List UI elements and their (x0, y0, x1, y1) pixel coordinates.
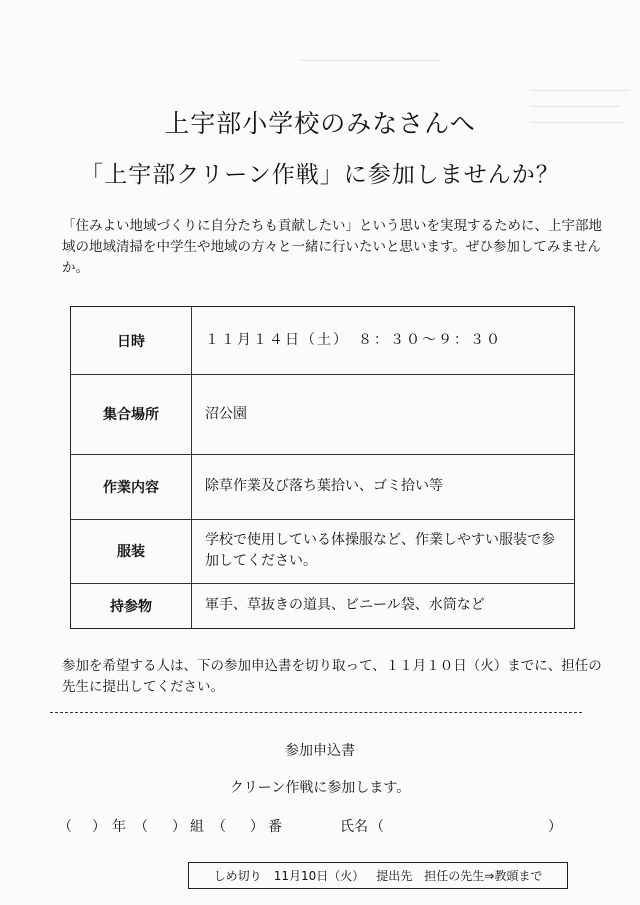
detail-label: 服装 (117, 544, 145, 560)
application-statement: クリーン作戦に参加します。 (229, 780, 411, 796)
detail-value: 沼公園 (205, 405, 247, 422)
class-label: 組 (190, 819, 204, 835)
submission-notice: 参加を希望する人は、下の参加申込書を切り取って、１１月１０日（火）までに、担任の先生に提出してください。 (62, 658, 602, 695)
grade-close-paren: ） (92, 819, 106, 835)
detail-row-belongings (71, 583, 574, 628)
detail-value: 学校で使用している体操服など、作業しやすい服装で参加してください。 (205, 532, 555, 569)
intro-paragraph: 「住みよい地域づくりに自分たちも貢献したい」という思いを実現するために、上宇部地域の地域清掃を中学生や地域の方々と一緒に行いたいと思います。ぜひ参加してみませんか。 (62, 218, 602, 276)
detail-value: １１月１４日（土） ８：３０～９：３０ (205, 332, 502, 348)
detail-row-work (71, 454, 574, 520)
detail-row-clothing (71, 519, 574, 584)
number-open-paren: （ (212, 819, 226, 835)
number-close-paren: ） (250, 819, 264, 835)
deadline-date: 11月10日（火） (273, 869, 365, 883)
grade-open-paren: （ (58, 819, 72, 835)
cut-line (50, 712, 582, 713)
detail-value: 軍手、草抜きの道具、ビニール袋、水筒など (205, 597, 485, 613)
name-open-paren: （ (370, 819, 384, 835)
page-subtitle: 「上宇部クリーン作戦」に参加しませんか？ (80, 162, 560, 188)
detail-label: 持参物 (110, 598, 152, 615)
name-label: 氏名 (340, 819, 368, 835)
grade-label: 年 (112, 819, 126, 835)
class-close-paren: ） (172, 819, 186, 835)
submit-to-label: 提出先 (376, 869, 413, 883)
page-title: 上宇部小学校のみなさんへ (164, 109, 476, 138)
name-close-paren: ） (548, 819, 562, 835)
class-open-paren: （ (134, 819, 148, 835)
submit-to-value: 担任の先生⇒教頭まで (424, 869, 543, 883)
detail-label: 日時 (117, 333, 145, 350)
event-details-table (70, 306, 575, 629)
application-form-title: 参加申込書 (285, 743, 355, 759)
deadline-box (188, 862, 568, 889)
number-label: 番 (268, 819, 282, 835)
deadline-label: しめ切り (213, 869, 262, 883)
detail-row-meeting-place (71, 374, 574, 455)
detail-label: 作業内容 (103, 479, 159, 496)
detail-label: 集合場所 (103, 407, 159, 423)
detail-row-datetime (71, 307, 574, 375)
detail-value: 除草作業及び落ち葉拾い、ゴミ拾い等 (205, 478, 443, 494)
